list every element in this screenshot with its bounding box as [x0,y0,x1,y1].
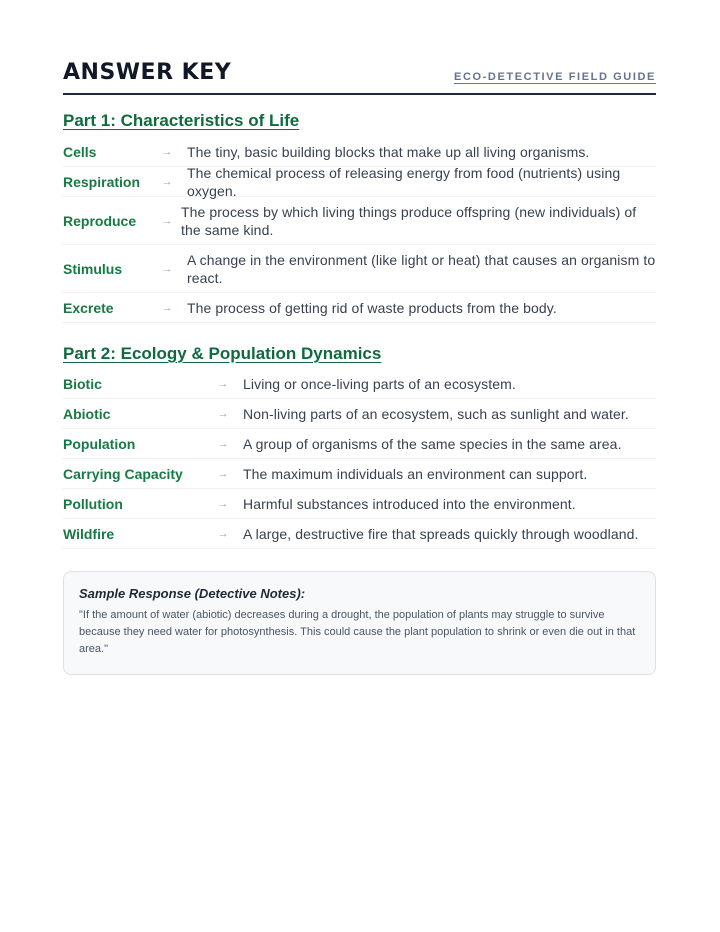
definition-text: The maximum individuals an environment can support. [243,465,588,482]
notes-body: "If the amount of water (abiotic) decreases during a drought, the population of plants may struggle to survive because they need water for photosynthesis. This could cause the plant population to shrink or even die out in that area." [79,609,636,655]
list-item [63,137,656,167]
part2-list [63,369,656,549]
notes-title: Sample Response (Detective Notes): [79,586,306,601]
term-label: Biotic [63,375,102,392]
answer-key-page [63,62,656,675]
page-header [63,62,656,95]
definition-text: The process of getting rid of waste products from the body. [187,299,557,316]
arrow-right-icon: → [161,262,173,275]
definition-text: The tiny, basic building blocks that make up all living organisms. [187,143,590,160]
definition-text: The process by which living things produce offspring (new individuals) of the same kind. [181,203,637,238]
list-item [63,245,656,293]
arrow-right-icon: → [217,437,229,450]
term-label: Excrete [63,299,114,316]
part1-heading: Part 1: Characteristics of Life [63,111,300,130]
term-label: Carrying Capacity [63,465,183,482]
list-item [63,369,656,399]
page-title: ANSWER KEY [63,60,232,85]
list-item [63,429,656,459]
arrow-right-icon: → [161,145,173,158]
part2-heading: Part 2: Ecology & Population Dynamics [63,344,382,363]
definition-text: Living or once-living parts of an ecosystem. [243,375,516,392]
list-item [63,399,656,429]
term-label: Population [63,435,136,452]
arrow-right-icon: → [217,527,229,540]
term-label: Pollution [63,495,123,512]
term-label: Abiotic [63,405,111,422]
list-item [63,489,656,519]
definition-text: Non-living parts of an ecosystem, such as sunlight and water. [243,405,629,422]
definition-text: A group of organisms of the same species in the same area. [243,435,622,452]
term-label: Wildfire [63,525,115,542]
list-item [63,164,656,199]
definition-text: A large, destructive fire that spreads quickly through woodland. [243,525,639,542]
term-label: Reproduce [63,212,137,229]
term-label: Cells [63,143,97,160]
arrow-right-icon: → [161,175,173,188]
definition-text: The chemical process of releasing energy from food (nutrients) using oxygen. [187,164,621,199]
term-label: Respiration [63,173,141,190]
list-item [63,293,656,323]
list-item [63,459,656,489]
part1-list [63,137,656,323]
term-label: Stimulus [63,260,123,277]
guide-subtitle: ECO-DETECTIVE FIELD GUIDE [454,71,656,83]
list-item [63,519,656,549]
definition-text: A change in the environment (like light or heat) that causes an organism to react. [187,251,656,286]
arrow-right-icon: → [217,467,229,480]
detective-notes-box [63,571,656,675]
arrow-right-icon: → [217,497,229,510]
arrow-right-icon: → [217,377,229,390]
arrow-right-icon: → [161,214,173,227]
arrow-right-icon: → [161,301,173,314]
arrow-right-icon: → [217,407,229,420]
list-item [63,197,656,245]
definition-text: Harmful substances introduced into the environment. [243,495,576,512]
